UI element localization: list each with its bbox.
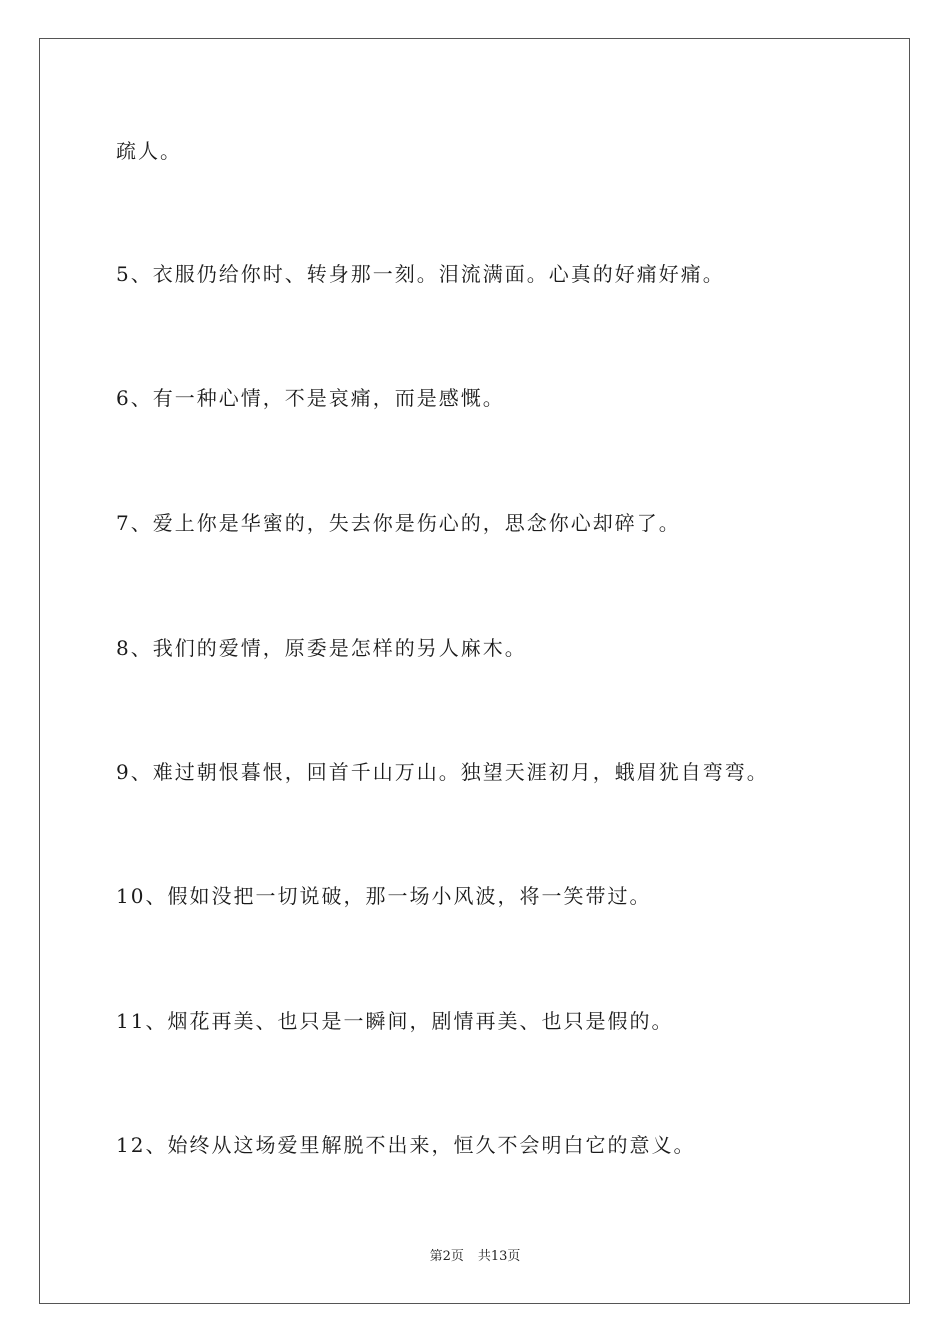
text-line: 5、衣服仍给你时、转身那一刻。泪流满面。心真的好痛好痛。 [116,262,725,286]
text-line: 7、爱上你是华蜜的，失去你是伤心的，思念你心却碎了。 [116,511,681,535]
text-line: 8、我们的爱情，原委是怎样的另人麻木。 [116,636,527,660]
text-line: 9、难过朝恨暮恨，回首千山万山。独望天涯初月，蛾眉犹自弯弯。 [116,760,769,784]
page-number: 第2页 [429,1249,464,1264]
text-line: 疏人。 [116,139,182,163]
text-line: 6、有一种心情，不是哀痛，而是感慨。 [116,386,505,410]
page-total: 共13页 [477,1249,521,1264]
text-line: 12、始终从这场爱里解脱不出来，恒久不会明白它的意义。 [116,1133,696,1157]
text-line: 11、烟花再美、也只是一瞬间，剧情再美、也只是假的。 [116,1009,674,1033]
page-border [39,38,910,1304]
page-footer [0,1249,950,1265]
text-line: 10、假如没把一切说破，那一场小风波，将一笑带过。 [116,884,652,908]
